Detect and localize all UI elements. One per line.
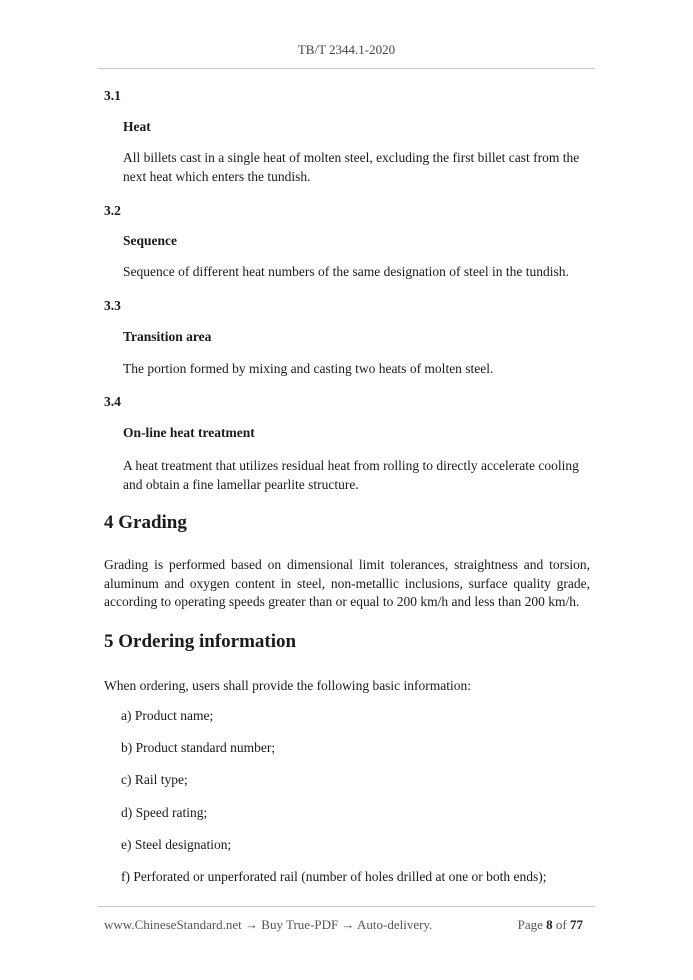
term-definition: The portion formed by mixing and casting two heats of molten steel. — [123, 361, 494, 376]
page-indicator — [518, 917, 583, 933]
term-definition: Sequence of different heat numbers of the same designation of steel in the tundish. — [123, 264, 569, 279]
clause-number: 3.3 — [104, 298, 121, 313]
term-definition: All billets cast in a single heat of molten steel, excluding the first billet cast from the next heat which enters the tundish. — [123, 150, 580, 184]
list-item: d) Speed rating; — [121, 805, 208, 820]
page-total: 77 — [570, 917, 583, 932]
of-label: of — [555, 917, 567, 932]
clause-number: 3.4 — [104, 394, 121, 409]
page-label: Page — [517, 917, 543, 932]
running-header: TB/T 2344.1-2020 — [297, 42, 396, 57]
footer-divider — [98, 906, 595, 907]
term-title: Sequence — [123, 233, 177, 248]
list-item: a) Product name; — [121, 708, 214, 723]
section-heading: 4 Grading — [104, 512, 187, 533]
section-intro: When ordering, users shall provide the following basic information: — [104, 678, 472, 693]
header-divider — [98, 68, 595, 69]
section-paragraph: Grading is performed based on dimensional limit tolerances, straightness and torsion, aluminum and oxygen content in steel, non-metallic inclusions, surface quality grade, according to operating speeds greater than or equal to 200 km/h and less than 200 km/h. — [104, 557, 590, 609]
list-item: e) Steel designation; — [121, 837, 232, 852]
list-item: c) Rail type; — [121, 772, 188, 787]
list-item: b) Product standard number; — [121, 740, 276, 755]
section-heading: 5 Ordering information — [104, 631, 297, 652]
term-title: Heat — [123, 119, 151, 134]
clause-number: 3.2 — [104, 203, 121, 218]
clause-number: 3.1 — [104, 88, 121, 103]
list-item: f) Perforated or unperforated rail (number of holes drilled at one or both ends); — [121, 869, 547, 884]
term-definition: A heat treatment that utilizes residual heat from rolling to directly accelerate cooling and obtain a fine lamellar pearlite structure. — [123, 458, 579, 492]
term-title: Transition area — [123, 329, 212, 344]
footer-link[interactable]: www.ChineseStandard.net → Buy True-PDF → Auto-delivery. — [104, 917, 433, 932]
term-title: On-line heat treatment — [123, 425, 255, 440]
page-number: 8 — [546, 917, 553, 932]
